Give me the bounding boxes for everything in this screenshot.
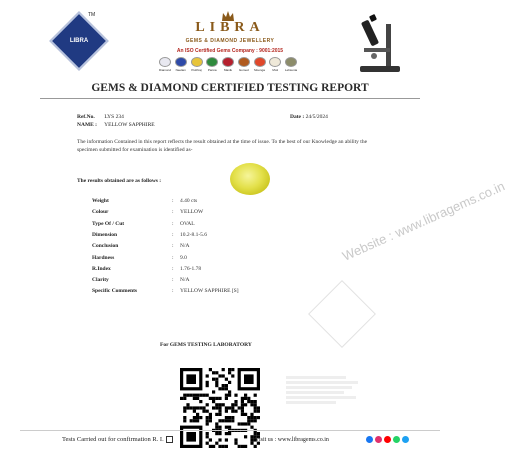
social-icon[interactable] [393,436,400,443]
result-value: 9.0 [180,254,187,261]
report-date [290,114,328,120]
result-value: 4.40 cts [180,198,198,204]
ref-label: Ref.No. [77,114,95,120]
gem-label: Manik [223,68,232,72]
footer-divider [20,430,440,431]
gem-label: Pukhraj [191,68,202,72]
result-colon: : [172,209,174,216]
result-label: Weight [92,198,109,204]
lab-signature-label: For GEMS TESTING LABORATORY [160,342,252,348]
gem-item [205,57,219,72]
result-label: Clarity [92,277,109,284]
gem-icon [222,57,234,67]
gem-item [158,57,172,72]
gem-row [158,57,298,72]
gem-item [284,57,298,72]
social-icons [366,436,409,443]
gem-label: Moti [272,68,279,72]
gem-item [237,57,251,72]
gem-label: Gomed [238,68,249,72]
name-label: NAME : [77,122,98,128]
gem-icon [159,57,171,67]
gem-icon [285,57,297,67]
gem-label: Neelam [175,68,186,72]
address-block [286,376,366,404]
result-colon: : [172,243,174,250]
result-value: YELLOW [180,209,204,216]
gem-icon [175,57,187,67]
social-icon[interactable] [366,436,373,443]
gemstone-image [230,163,270,195]
gem-icon [191,57,203,67]
title-divider [40,98,420,99]
date-value: 24/5/2024 [305,114,328,120]
iso-certification: An ISO Certified Gems Company : 9001:2015 [176,48,284,54]
result-label: Specific Comments [92,288,138,295]
qr-code [180,368,260,448]
result-label: Conclusion [92,243,119,250]
footer-website: Visit us : www.libragems.co.in [255,437,329,443]
name-value: YELLOW SAPPHIRE [104,122,155,128]
footer-confirmation-text: Tests Carried out for confirmation R. I. [62,436,164,443]
trademark-label: TM [88,12,96,18]
gem-item [268,57,282,72]
gem-item [253,57,267,72]
confirmation-checkbox [166,436,173,443]
microscope-icon [352,14,404,74]
gem-item [190,57,204,72]
result-label: Colour [92,209,109,216]
gem-icon [254,57,266,67]
badge-text: LIBRA [69,37,89,44]
ref-value: LYS 234 [104,114,124,120]
intro-paragraph: The information Contained in this report reflects the result obtained at the time of issue. To the best of our Knowledge an ability the specimen submitted for examination is identified as- [77,139,368,153]
gem-item [221,57,235,72]
result-colon: : [172,198,174,204]
gem-label: Moonga [254,68,265,72]
gem-label: Lehsunia [284,68,298,72]
gem-item [174,57,188,72]
result-value: 10.2-8.1-5.6 [180,231,208,238]
result-label: Type Of / Cut [92,220,125,227]
result-value: N/A [180,243,190,250]
social-icon[interactable] [402,436,409,443]
date-label: Date : [290,114,305,120]
result-colon: : [172,277,174,284]
gem-icon [238,57,250,67]
gem-icon [206,57,218,67]
result-value: YELLOW SAPPHIRE [S] [180,288,239,295]
result-label: Hardness [92,254,115,261]
social-icon[interactable] [384,436,391,443]
result-colon: : [172,254,174,261]
stone-name [77,122,155,128]
result-label: Dimension [92,231,118,238]
result-value: 1.76-1.78 [180,265,202,272]
brand-name: LIBRA [195,20,265,35]
reference-number [77,114,124,120]
social-icon[interactable] [375,436,382,443]
brand-subtitle: GEMS & DIAMOND JEWELLERY [185,38,275,44]
report-title: GEMS & DIAMOND CERTIFIED TESTING REPORT [91,82,369,94]
result-value: OVAL [180,220,195,227]
website-watermark: Website : www.libragems.co.in [340,178,507,264]
gem-label: Panna [207,68,217,72]
result-colon: : [172,265,174,272]
result-colon: : [172,288,174,295]
results-heading: The results obtained are as follows : [77,178,162,184]
result-value: N/A [180,277,190,284]
footer-confirmation [62,436,173,443]
result-label: R.Index [92,265,111,272]
result-colon: : [172,231,174,238]
gem-icon [269,57,281,67]
result-colon: : [172,220,174,227]
gem-label: Diamond [158,68,171,72]
watermark-logo [308,280,376,348]
